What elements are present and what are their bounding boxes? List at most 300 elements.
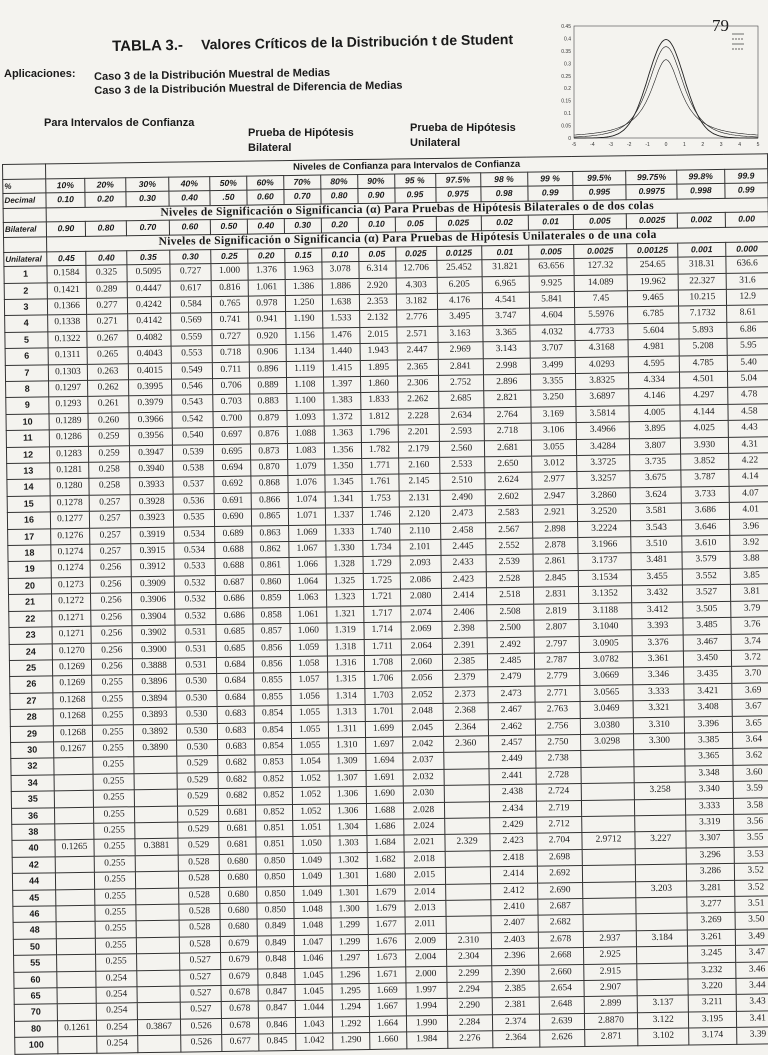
critical-value-cell: 2.391 [442, 637, 487, 654]
degrees-of-freedom-cell: 70 [14, 1004, 57, 1021]
critical-value-cell: 0.3956 [129, 428, 172, 445]
critical-value-cell [634, 749, 685, 766]
critical-value-cell: 1.440 [323, 344, 360, 361]
critical-value-cell: 3.432 [632, 585, 683, 602]
critical-value-cell: 2.648 [539, 997, 584, 1014]
percent-cell: 10% [46, 178, 85, 193]
critical-value-cell: 0.530 [177, 739, 218, 756]
critical-value-cell: 2.013 [404, 900, 445, 917]
critical-value-cell: 3.169 [531, 406, 576, 423]
critical-value-cell: 1.734 [362, 540, 399, 557]
critical-value-cell: 0.1338 [48, 315, 87, 332]
critical-value-cell: 1.047 [294, 935, 331, 952]
degrees-of-freedom-cell: 7 [5, 364, 48, 381]
critical-value-cell: 0.1277 [50, 512, 89, 529]
critical-value-cell: 0.859 [252, 591, 289, 608]
critical-value-cell: 0.689 [215, 526, 252, 543]
critical-value-cell: 3.610 [682, 535, 729, 552]
critical-value-cell: 2.120 [399, 507, 440, 524]
corner-cell [3, 208, 46, 223]
degrees-of-freedom-cell: 100 [15, 1037, 58, 1054]
critical-value-cell: 1.676 [368, 934, 405, 951]
t-table [2, 153, 768, 1054]
critical-value-cell: 2.861 [533, 554, 578, 571]
critical-value-cell: 0.1265 [55, 840, 94, 857]
critical-value-cell: 0.678 [221, 1018, 258, 1035]
critical-value-cell: 0.3928 [130, 494, 173, 511]
critical-value-cell: 3.52 [734, 879, 768, 896]
critical-value-cell: 31.6 [726, 272, 768, 289]
critical-value-cell: 1.350 [324, 459, 361, 476]
critical-value-cell: 2.080 [400, 589, 441, 606]
critical-value-cell: 2.593 [439, 424, 484, 441]
critical-value-cell: 2.032 [402, 769, 443, 786]
critical-value-cell: 0.538 [173, 461, 214, 478]
critical-value-cell: 2.015 [359, 327, 396, 344]
critical-value-cell: 3.510 [631, 536, 682, 553]
critical-value-cell: 0.527 [180, 969, 221, 986]
critical-value-cell: 1.045 [295, 984, 332, 1001]
critical-value-cell: 3.581 [630, 503, 681, 520]
critical-value-cell: 0.1276 [51, 528, 90, 545]
critical-value-cell: 1.345 [325, 475, 362, 492]
critical-value-cell: 0.682 [218, 788, 255, 805]
critical-value-cell: 8.61 [726, 305, 768, 322]
critical-value-cell [636, 913, 687, 930]
bilateral-cell: 0.70 [126, 221, 169, 236]
critical-value-cell: 0.528 [178, 871, 219, 888]
degrees-of-freedom-cell: 2 [4, 282, 47, 299]
critical-value-cell: 1.333 [325, 524, 362, 541]
unilateral-cell: 0.20 [248, 248, 285, 263]
critical-value-cell: 0.685 [216, 641, 253, 658]
degrees-of-freedom-cell: 15 [7, 496, 50, 513]
critical-value-cell: 1.341 [325, 491, 362, 508]
critical-value-cell: 1.058 [290, 656, 327, 673]
critical-value-cell: 12.706 [395, 261, 436, 278]
critical-value-cell: 2.447 [397, 343, 438, 360]
critical-value-cell: 1.376 [248, 263, 285, 280]
applications-list [94, 65, 403, 98]
legend-unilateral-line2: Unilateral [410, 137, 461, 149]
critical-value-cell: 2.045 [402, 720, 443, 737]
critical-value-cell: 1.638 [322, 294, 359, 311]
unilateral-cell: 0.15 [285, 248, 322, 263]
critical-value-cell: 3.182 [396, 293, 437, 310]
critical-value-cell: 0.868 [251, 476, 288, 493]
page-title [112, 31, 513, 55]
critical-value-cell: 1.108 [286, 377, 323, 394]
critical-value-cell: 2.634 [438, 408, 483, 425]
critical-value-cell: 1.684 [367, 835, 404, 852]
bilateral-cell: 0.90 [46, 222, 85, 237]
critical-value-cell: 1.686 [366, 819, 403, 836]
critical-value-cell: 1.074 [288, 492, 325, 509]
critical-value-cell: 0.534 [174, 543, 215, 560]
critical-value-cell: 0.896 [249, 361, 286, 378]
critical-value-cell: 3.41 [736, 1011, 768, 1028]
critical-value-cell: 2.433 [441, 555, 486, 572]
critical-value-cell [581, 799, 635, 816]
critical-value-cell: 5.841 [529, 291, 574, 308]
critical-value-cell: 0.682 [218, 772, 255, 789]
critical-value-cell [136, 888, 179, 905]
critical-value-cell: 0.1271 [52, 610, 91, 627]
critical-value-cell: 3.485 [683, 617, 730, 634]
critical-value-cell [581, 766, 635, 783]
degrees-of-freedom-cell: 28 [10, 709, 53, 726]
critical-value-cell: 2.704 [537, 833, 582, 850]
corner-cell [4, 237, 47, 252]
critical-value-cell: 0.255 [92, 675, 133, 692]
degrees-of-freedom-cell: 60 [14, 971, 57, 988]
critical-value-cell [636, 897, 687, 914]
critical-value-cell: 1.415 [323, 360, 360, 377]
critical-value-cell: 1.100 [287, 393, 324, 410]
critical-value-cell: 1.701 [365, 704, 402, 721]
critical-value-cell: 0.528 [179, 920, 220, 937]
critical-value-cell: 0.255 [93, 773, 134, 790]
critical-value-cell: 2.718 [484, 423, 531, 440]
degrees-of-freedom-cell: 4 [5, 315, 48, 332]
critical-value-cell [57, 1004, 96, 1021]
critical-value-cell: 3.44 [735, 978, 768, 995]
critical-value-cell: 3.624 [630, 487, 681, 504]
critical-value-cell: 3.2224 [577, 520, 631, 537]
critical-value-cell: 1.688 [366, 803, 403, 820]
critical-value-cell [55, 823, 94, 840]
degrees-of-freedom-cell: 32 [11, 758, 54, 775]
critical-value-cell: 4.785 [680, 355, 727, 372]
decimal-cell: 0.70 [284, 189, 321, 204]
critical-value-cell: 2.626 [539, 1030, 584, 1047]
critical-value-cell: 0.1283 [49, 446, 88, 463]
critical-value-cell: 254.65 [627, 257, 678, 274]
critical-value-cell: 2.294 [446, 982, 491, 999]
critical-value-cell: 0.546 [172, 379, 213, 396]
critical-value-cell: 0.4015 [128, 363, 171, 380]
critical-value-cell: 2.685 [438, 391, 483, 408]
critical-value-cell: 1.295 [332, 983, 369, 1000]
curve-y-tick: 0.05 [561, 123, 571, 130]
critical-value-cell: 2.490 [440, 490, 485, 507]
critical-value-cell: 0.542 [172, 411, 213, 428]
critical-value-cell [57, 971, 96, 988]
critical-value-cell: 3.543 [631, 520, 682, 537]
critical-value-cell: 2.368 [443, 703, 488, 720]
critical-value-cell: 19.962 [627, 274, 678, 291]
critical-value-cell: 0.920 [249, 328, 286, 345]
critical-value-cell: 0.3894 [133, 691, 176, 708]
critical-value-cell: 0.527 [180, 986, 221, 1003]
critical-value-cell: 3.505 [683, 601, 730, 618]
critical-value-cell: 3.70 [731, 666, 768, 683]
critical-value-cell: 1.079 [287, 459, 324, 476]
critical-value-cell: 0.526 [181, 1035, 222, 1052]
critical-value-cell: 0.526 [181, 1018, 222, 1035]
critical-value-cell [445, 851, 490, 868]
critical-value-cell: 2.310 [446, 933, 491, 950]
critical-value-cell: 6.785 [628, 306, 679, 323]
critical-value-cell: 2.131 [399, 490, 440, 507]
degrees-of-freedom-cell: 23 [9, 627, 52, 644]
critical-value-cell [581, 783, 635, 800]
critical-value-cell: 2.373 [442, 686, 487, 703]
critical-value-cell: 0.532 [175, 608, 216, 625]
critical-value-cell: 4.604 [529, 308, 574, 325]
critical-value-cell: 0.851 [256, 820, 293, 837]
critical-value-cell [135, 855, 178, 872]
critical-value-cell: 3.396 [685, 716, 732, 733]
degrees-of-freedom-cell: 65 [14, 988, 57, 1005]
critical-value-cell: 3.1534 [578, 570, 632, 587]
critical-value-cell: 0.685 [216, 624, 253, 641]
bilateral-cell: 0.40 [247, 219, 284, 234]
corner-cell [3, 164, 46, 179]
critical-value-cell: 0.3915 [131, 543, 174, 560]
critical-value-cell: 1.746 [362, 507, 399, 524]
critical-value-cell: 2.414 [441, 588, 486, 605]
critical-value-cell: 5.604 [628, 323, 679, 340]
critical-value-cell: 1.782 [361, 442, 398, 459]
critical-value-cell: 3.0298 [580, 734, 634, 751]
degrees-of-freedom-cell: 46 [13, 906, 56, 923]
critical-value-cell: 1.812 [361, 409, 398, 426]
critical-value-cell: 2.492 [487, 637, 534, 654]
decimal-cell: 0.80 [321, 189, 358, 204]
critical-value-cell: 2.845 [533, 570, 578, 587]
degrees-of-freedom-cell: 38 [12, 824, 55, 841]
critical-value-cell: 0.694 [214, 460, 251, 477]
critical-value-cell: 0.257 [89, 495, 130, 512]
critical-value-cell: 1.055 [291, 722, 328, 739]
critical-value-cell [55, 807, 94, 824]
critical-value-cell: 2.682 [538, 915, 583, 932]
critical-value-cell: 2.018 [404, 851, 445, 868]
critical-value-cell: 1.703 [364, 688, 401, 705]
critical-value-cell: 1.304 [329, 819, 366, 836]
percent-cell: 97.5% [435, 172, 480, 187]
critical-value-cell: 1.055 [291, 705, 328, 722]
critical-value-cell: 5.40 [727, 354, 768, 371]
curve-y-tick: 0.45 [561, 24, 571, 30]
critical-value-cell: 2.021 [403, 835, 444, 852]
critical-value-cell: 2.692 [537, 866, 582, 883]
critical-value-cell: 2.750 [535, 734, 580, 751]
curve-x-tick: 2 [701, 142, 705, 148]
critical-value-cell: 2.110 [399, 523, 440, 540]
critical-value-cell: 1.061 [248, 279, 285, 296]
critical-value-cell: 3.450 [684, 650, 731, 667]
critical-value-cell: 0.683 [217, 706, 254, 723]
critical-value-cell: 3.137 [637, 995, 688, 1012]
critical-value-cell: 0.534 [174, 526, 215, 543]
critical-value-cell: 0.850 [257, 902, 294, 919]
critical-value-cell: 0.3923 [130, 510, 173, 527]
header-unilateral: Niveles de Significación o Significancia (α) Para Pruebas de Hipótesis Unilaterales o de una cola [47, 227, 768, 252]
critical-value-cell: 1.691 [366, 770, 403, 787]
critical-value-cell: 3.4284 [576, 438, 630, 455]
critical-value-cell [635, 799, 686, 816]
critical-value-cell: 0.852 [255, 804, 292, 821]
critical-value-cell: 0.1421 [47, 282, 86, 299]
critical-value-cell: 3.1966 [578, 537, 632, 554]
critical-value-cell: 2.086 [400, 572, 441, 589]
curve-x-tick: -2 [626, 142, 632, 148]
unilateral-cell: 0.025 [395, 246, 436, 261]
curve-x-tick: 5 [756, 142, 760, 148]
critical-value-cell: 0.4082 [128, 330, 171, 347]
critical-value-cell: 2.030 [403, 786, 444, 803]
critical-value-cell: 0.263 [87, 363, 128, 380]
critical-value-cell: 2.390 [491, 965, 538, 982]
critical-value-cell: 1.714 [364, 622, 401, 639]
critical-value-cell: 3.49 [735, 929, 768, 946]
critical-value-cell [445, 883, 490, 900]
critical-value-cell: 0.697 [213, 427, 250, 444]
critical-value-cell [135, 822, 178, 839]
applications-label: Aplicaciones: [4, 68, 76, 80]
critical-value-cell: 0.741 [212, 312, 249, 329]
critical-value-cell: 5.893 [679, 322, 726, 339]
critical-value-cell: 3.2860 [577, 488, 631, 505]
percent-cell: 99.9 [724, 168, 768, 183]
critical-value-cell: 2.763 [535, 702, 580, 719]
critical-value-cell: 0.1269 [52, 659, 91, 676]
critical-value-cell: 2.925 [583, 947, 637, 964]
critical-value-cell [55, 872, 94, 889]
critical-value-cell: 6.965 [482, 276, 529, 293]
critical-value-cell: 3.012 [531, 456, 576, 473]
legend-unilateral [410, 121, 516, 151]
critical-value-cell: 0.680 [219, 854, 256, 871]
critical-value-cell: 1.307 [329, 770, 366, 787]
critical-value-cell: 2.567 [485, 522, 532, 539]
critical-value-cell: 3.47 [735, 945, 768, 962]
critical-value-cell: 1.083 [287, 443, 324, 460]
critical-value-cell: 0.850 [256, 870, 293, 887]
critical-value-cell: 3.733 [681, 486, 728, 503]
critical-value-cell: 0.680 [220, 887, 257, 904]
critical-value-cell: 0.527 [180, 1002, 221, 1019]
critical-value-cell: 0.3893 [133, 707, 176, 724]
critical-value-cell: 2.060 [401, 654, 442, 671]
critical-value-cell: 7.45 [574, 291, 628, 308]
critical-value-cell: 1.067 [289, 541, 326, 558]
critical-value-cell: 3.53 [734, 847, 768, 864]
critical-value-cell: 0.530 [176, 690, 217, 707]
critical-value-cell: 1.302 [330, 852, 367, 869]
critical-value-cell: 2.457 [488, 735, 535, 752]
critical-value-cell: 0.846 [258, 1017, 295, 1034]
critical-value-cell: 0.256 [91, 609, 132, 626]
critical-value-cell: 4.22 [728, 453, 768, 470]
critical-value-cell: 0.848 [257, 952, 294, 969]
critical-value-cell: 0.692 [214, 476, 251, 493]
critical-value-cell: 1.055 [291, 738, 328, 755]
critical-value-cell: 2.056 [401, 671, 442, 688]
critical-value-cell: 0.3906 [132, 592, 175, 609]
critical-value-cell: 0.537 [173, 477, 214, 494]
critical-value-cell: 3.81 [730, 584, 768, 601]
critical-value-cell: 0.1297 [49, 380, 88, 397]
critical-value-cell: 1.052 [292, 771, 329, 788]
critical-value-cell: 1.943 [360, 343, 397, 360]
curve-x-tick: 0 [664, 142, 668, 148]
critical-value-cell: 1.994 [406, 999, 447, 1016]
critical-value-cell: 2.458 [440, 522, 485, 539]
critical-value-cell: 2.528 [486, 571, 533, 588]
critical-value-cell: 3.412 [632, 602, 683, 619]
critical-value-cell: 0.866 [251, 492, 288, 509]
critical-value-cell: 2.690 [537, 882, 582, 899]
critical-value-cell [444, 785, 489, 802]
critical-value-cell: 3.72 [731, 650, 768, 667]
critical-value-cell: 0.529 [177, 756, 218, 773]
critical-value-cell: 3.455 [631, 569, 682, 586]
critical-value-cell: 3.0469 [580, 701, 634, 718]
percent-cell: 99.8% [677, 169, 724, 184]
critical-value-cell: 0.4242 [127, 297, 170, 314]
critical-value-cell: 1.088 [287, 426, 324, 443]
critical-value-cell: 3.319 [686, 814, 733, 831]
critical-value-cell: 3.106 [531, 423, 576, 440]
bilateral-cell: 0.80 [85, 221, 126, 236]
critical-value-cell: 0.258 [89, 462, 130, 479]
critical-value-cell: 1.297 [331, 951, 368, 968]
critical-value-cell: 1.697 [365, 737, 402, 754]
critical-value-cell: 1.963 [285, 262, 322, 279]
critical-value-cell: 3.163 [437, 326, 482, 343]
row-label-unilateral: Unilateral [4, 251, 47, 266]
critical-value-cell: 0.686 [216, 608, 253, 625]
critical-value-cell [634, 766, 685, 783]
critical-value-cell: 3.43 [736, 994, 768, 1011]
critical-value-cell [637, 979, 688, 996]
decimal-cell: 0.60 [247, 190, 284, 205]
critical-value-cell [583, 898, 637, 915]
critical-value-cell: 3.467 [684, 634, 731, 651]
critical-value-cell: 3.527 [683, 585, 730, 602]
critical-value-cell: 2.937 [583, 931, 637, 948]
critical-value-cell: 1.046 [294, 951, 331, 968]
critical-value-cell: 1.292 [332, 1016, 369, 1033]
critical-value-cell: 3.102 [638, 1028, 689, 1045]
critical-value-cell: 0.703 [213, 394, 250, 411]
critical-value-cell: 1.314 [328, 688, 365, 705]
critical-value-cell: 0.256 [90, 577, 131, 594]
critical-value-cell: 3.3257 [577, 471, 631, 488]
critical-value-cell: 2.396 [491, 948, 538, 965]
critical-value-cell: 3.50 [735, 912, 768, 929]
critical-value-cell: 3.232 [688, 962, 735, 979]
critical-value-cell: 0.688 [215, 559, 252, 576]
critical-value-cell: 0.1293 [49, 397, 88, 414]
critical-value-cell: 2.518 [486, 587, 533, 604]
critical-value-cell: 3.4966 [576, 422, 630, 439]
degrees-of-freedom-cell: 13 [7, 463, 50, 480]
critical-value-cell: 1.049 [293, 886, 330, 903]
critical-value-cell: 1.048 [294, 918, 331, 935]
critical-value-cell: 0.679 [221, 952, 258, 969]
critical-value-cell: 0.3947 [129, 445, 172, 462]
curve-y-tick: 0.25 [561, 73, 571, 80]
bilateral-cell: 0.10 [358, 217, 395, 232]
degrees-of-freedom-cell: 20 [8, 578, 51, 595]
critical-value-cell: 0.265 [87, 347, 128, 364]
critical-value-cell: 2.479 [487, 669, 534, 686]
critical-value-cell [56, 905, 95, 922]
